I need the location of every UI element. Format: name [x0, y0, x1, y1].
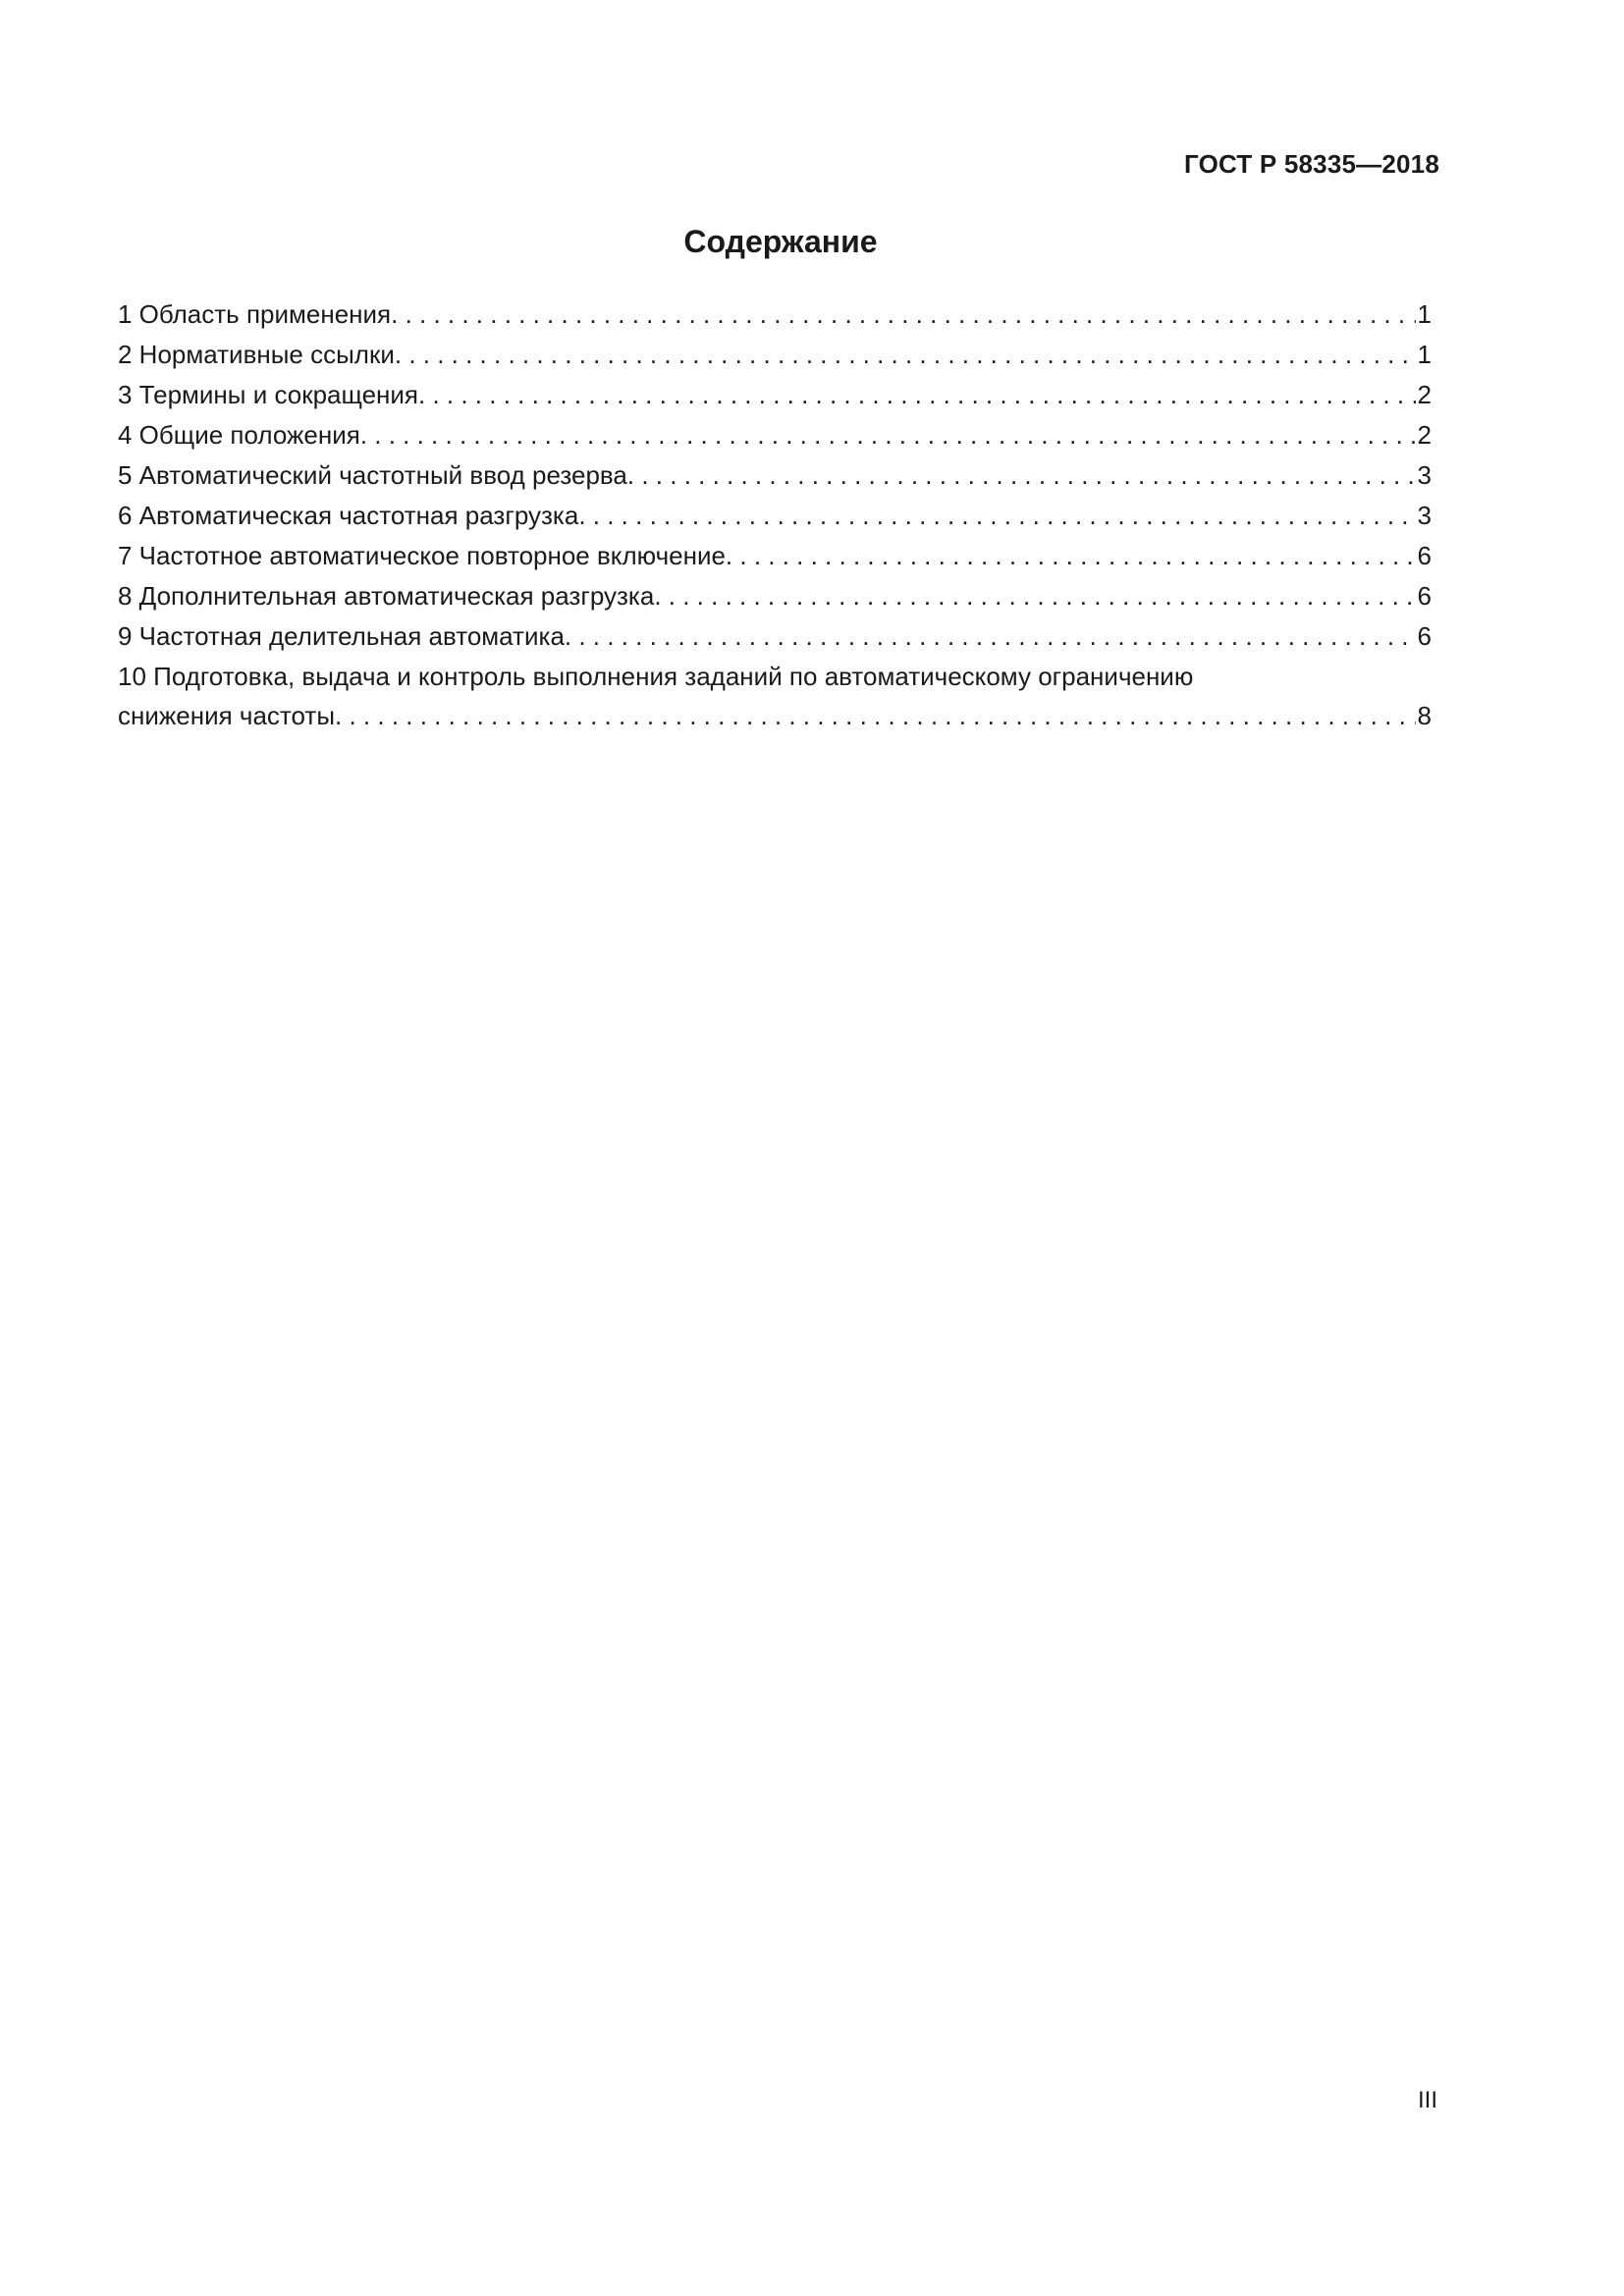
dot-leader: [654, 576, 1415, 615]
toc-entry-8[interactable]: [118, 576, 1432, 616]
toc-entry-10[interactable]: [118, 657, 1432, 735]
toc-entry-label-line1: 10 Подготовка, выдача и контроль выполнения заданий по автоматическому ограничению: [118, 662, 1194, 691]
toc-entry-page: 6: [1417, 621, 1432, 651]
toc-entry-line2: [118, 696, 1432, 735]
toc-entry-9[interactable]: [118, 616, 1432, 657]
dot-leader: [335, 696, 1416, 735]
document-code: ГОСТ Р 58335—2018: [1184, 149, 1439, 179]
toc-entry-page: 1: [1417, 340, 1432, 369]
toc-entry-label: 6 Автоматическая частотная разгрузка: [118, 501, 579, 530]
toc-entry-label: 1 Область применения: [118, 299, 392, 329]
toc-entry-label: 4 Общие положения: [118, 420, 360, 450]
toc-entry-label: 3 Термины и сокращения: [118, 380, 419, 409]
toc-entry-page: 2: [1417, 420, 1432, 450]
toc-entry-page: 3: [1417, 460, 1432, 490]
toc-entry-page: 2: [1417, 380, 1432, 409]
dot-leader: [565, 616, 1416, 656]
toc-entry-label-line2: снижения частоты: [118, 701, 336, 730]
toc-entry-page: 6: [1417, 541, 1432, 570]
toc-entry-label: 5 Автоматический частотный ввод резерва: [118, 460, 627, 490]
dot-leader: [418, 375, 1416, 414]
toc-title: Содержание: [683, 224, 878, 259]
toc-entry-5[interactable]: [118, 455, 1432, 496]
toc-entry-2[interactable]: [118, 335, 1432, 375]
dot-leader: [578, 496, 1415, 535]
toc-entry-4[interactable]: [118, 415, 1432, 455]
dot-leader: [360, 415, 1416, 454]
dot-leader: [627, 455, 1416, 495]
toc-entry-label: 8 Дополнительная автоматическая разгрузка: [118, 581, 655, 611]
toc-entry-6[interactable]: [118, 496, 1432, 536]
toc-entry-page: 3: [1417, 501, 1432, 530]
dot-leader: [395, 335, 1416, 374]
table-of-contents: [118, 294, 1432, 735]
toc-entry-label: 9 Частотная делительная автоматика: [118, 621, 565, 651]
toc-entry-page: 8: [1417, 701, 1432, 730]
toc-entry-7[interactable]: [118, 536, 1432, 576]
toc-entry-1[interactable]: [118, 294, 1432, 335]
page-number: III: [1417, 2087, 1437, 2113]
dot-leader: [391, 294, 1415, 334]
toc-entry-label: 7 Частотное автоматическое повторное включение: [118, 541, 726, 570]
dot-leader: [726, 536, 1416, 575]
toc-entry-page: 1: [1417, 299, 1432, 329]
toc-entry-page: 6: [1417, 581, 1432, 611]
toc-entry-label: 2 Нормативные ссылки: [118, 340, 395, 369]
toc-entry-3[interactable]: [118, 375, 1432, 415]
